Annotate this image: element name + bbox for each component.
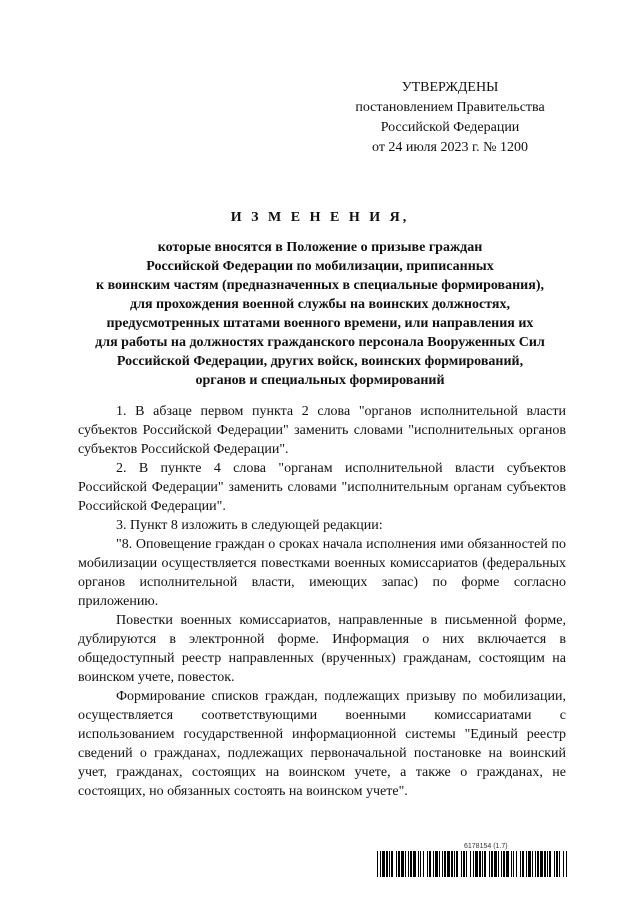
barcode-bar <box>547 851 548 877</box>
heading-line: органов и специальных формирований <box>195 373 445 388</box>
barcode-bar <box>461 851 462 877</box>
heading-line: которые вносятся в Положение о призыве граждан <box>157 240 483 255</box>
document-heading <box>60 208 580 390</box>
barcode-bar <box>516 851 517 877</box>
barcode-bar <box>429 851 431 877</box>
paragraph-summons: Повестки военных комиссариатов, направленные в письменной форме, дублируются в электронной форме. Информация о них включается в общедоступный реестр направленных (врученных) гражданам, состоящим на воинском учете, повесток. <box>78 613 566 685</box>
barcode-bar <box>408 851 409 877</box>
barcode-bar <box>489 851 490 877</box>
barcode-bar <box>532 851 533 877</box>
heading-line: Российской Федерации, других войск, воинских формирований, <box>116 354 524 369</box>
barcode-bar <box>522 851 524 877</box>
barcode-bar <box>563 851 564 877</box>
paragraph-lists: Формирование списков граждан, подлежащих призыву по мобилизации, осуществляется соответствующими военными комиссариатами с использованием государственной информационной системы "Единый реестр сведений о гражданах, подлежащих первоначальной постановке на воинский учет, гражданах, состоящих на воинском учете, а также о гражданах, не состоящих, но обязанных состоять на воинском учете". <box>78 689 566 799</box>
barcode-bar <box>554 851 555 877</box>
paragraph-item-2: 2. В пункте 4 слова "органам исполнительной власти субъектов Российской Федерации" заменить словами "исполнительным органам субъектов Российской Федерации". <box>78 461 566 514</box>
approval-title: УТВЕРЖДЕНЫ <box>401 80 499 95</box>
barcode-bar <box>484 851 486 877</box>
barcode-icon <box>377 851 567 877</box>
barcode-bar <box>396 851 397 877</box>
barcode-bar <box>470 851 471 877</box>
barcode-bar <box>447 851 450 877</box>
paragraph-quoted-8: "8. Оповещение граждан о сроках начала исполнения ими обязанностей по мобилизации осуществляется повестками военных комиссариатов (федеральных органов исполнительной власти, имеющих запас) по форме согласно приложению. <box>78 537 566 609</box>
heading-line: Российской Федерации по мобилизации, приписанных <box>146 259 494 274</box>
barcode-bar <box>559 851 560 877</box>
barcode-bar <box>386 851 388 877</box>
barcode-bar <box>473 851 474 877</box>
approval-date-number: от 24 июля 2023 г. № 1200 <box>372 140 528 155</box>
barcode-bar <box>520 851 521 877</box>
heading-line: к воинским частям (предназначенных в специальные формирования), <box>96 278 544 293</box>
barcode-bar <box>439 851 440 877</box>
approval-issuer: постановлением Правительства <box>355 100 545 115</box>
barcode-bar <box>466 851 467 877</box>
barcode-bar <box>549 851 551 877</box>
heading-line: для прохождения военной службы на воинских должностях, <box>130 297 510 312</box>
barcode-bar <box>540 851 543 877</box>
approval-authority: Российской Федерации <box>380 120 520 135</box>
barcode-bar <box>433 851 434 877</box>
barcode-bar <box>423 851 424 877</box>
barcode-bar <box>544 851 546 877</box>
barcode-bar <box>444 851 446 877</box>
heading-title: И З М Е Н Е Н И Я, <box>230 210 410 225</box>
barcode-bar <box>456 851 458 877</box>
barcode-bar <box>377 851 378 877</box>
barcode-bar <box>420 851 421 877</box>
barcode-bar <box>427 851 428 877</box>
barcode-bar <box>506 851 509 877</box>
paragraph-item-1: 1. В абзаце первом пункта 2 слова "органов исполнительной власти субъектов Российской Федерации" заменить словами "исполнительных органов субъектов Российской Федерации". <box>78 404 566 457</box>
barcode-bar <box>389 851 390 877</box>
barcode-bar <box>528 851 531 877</box>
barcode-bar <box>391 851 393 877</box>
barcode-bar <box>418 851 419 877</box>
barcode-bar <box>413 851 416 877</box>
barcode-bar <box>535 851 536 877</box>
barcode-bar <box>398 851 400 877</box>
barcode-bar <box>566 851 567 877</box>
barcode-bar <box>442 851 443 877</box>
barcode-bar <box>451 851 453 877</box>
barcode-bar <box>405 851 406 877</box>
barcode-bar <box>511 851 512 877</box>
heading-line: для работы на должностях гражданского персонала Вооруженных Сил <box>95 335 545 350</box>
barcode-bar <box>435 851 438 877</box>
barcode-bar <box>537 851 539 877</box>
approval-stamp <box>330 78 570 158</box>
barcode-bar <box>503 851 505 877</box>
barcode-bar <box>482 851 483 877</box>
barcode-bar <box>498 851 499 877</box>
barcode-bar <box>491 851 493 877</box>
barcode-bar <box>494 851 497 877</box>
barcode-bar <box>526 851 527 877</box>
barcode-label: 6178154 (1.7) <box>464 843 508 850</box>
barcode-bar <box>479 851 481 877</box>
barcode-bar <box>513 851 514 877</box>
barcode-bar <box>454 851 455 877</box>
barcode-bar <box>410 851 412 877</box>
barcode-bar <box>475 851 478 877</box>
barcode-bar <box>380 851 381 877</box>
heading-line: предусмотренных штатами военного времени, или направления их <box>106 316 534 331</box>
paragraph-item-3: 3. Пункт 8 изложить в следующей редакции: <box>116 518 383 533</box>
document-body <box>78 402 566 801</box>
barcode-bar <box>501 851 502 877</box>
barcode-bar <box>463 851 465 877</box>
barcode-bar <box>401 851 404 877</box>
barcode-bar <box>382 851 385 877</box>
barcode-bar <box>556 851 558 877</box>
